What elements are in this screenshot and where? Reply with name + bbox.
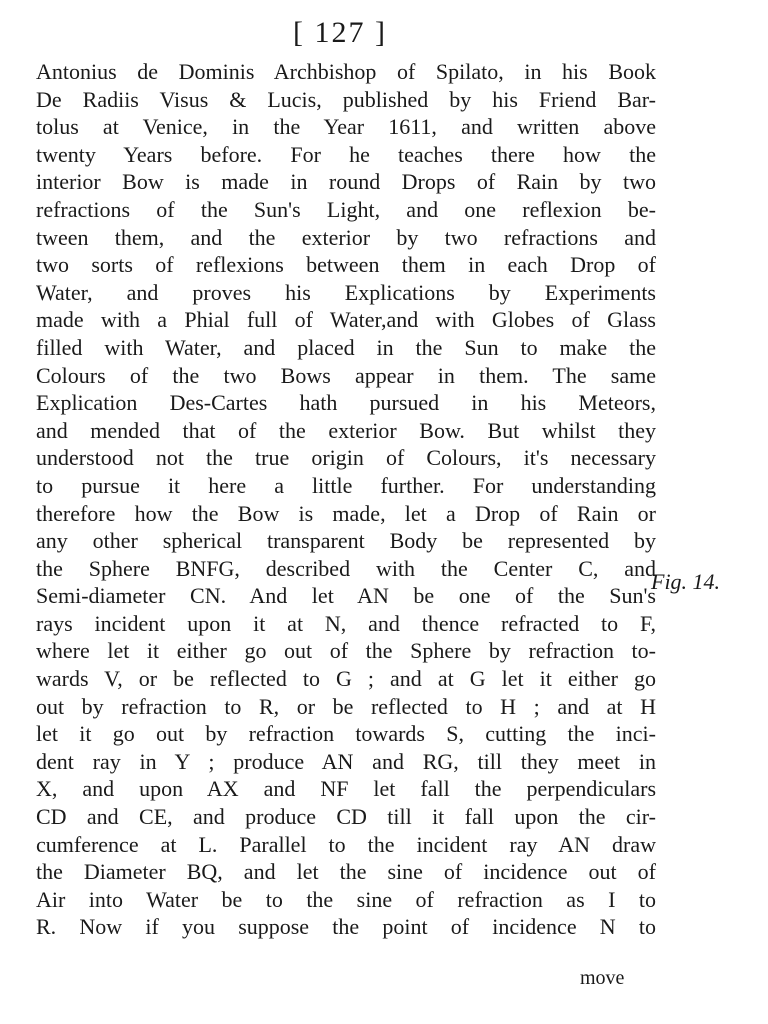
text-line: rays incident upon it at N, and thence refracted to F,	[36, 610, 656, 636]
text-line: two sorts of reflexions between them in each Drop of	[36, 252, 656, 278]
text-line: wards V, or be reflected to G ; and at G let it either go	[36, 666, 656, 692]
text-line: to pursue it here a little further. For understanding	[36, 472, 656, 498]
text-line: and mended that of the exterior Bow. But whilst they	[36, 417, 656, 443]
body-text	[36, 58, 656, 941]
text-line: where let it either go out of the Sphere by refraction to-	[36, 638, 656, 664]
text-line: the Sphere BNFG, described with the Center C, and	[36, 555, 656, 581]
text-line: made with a Phial full of Water,and with Globes of Glass	[36, 307, 656, 333]
text-line: interior Bow is made in round Drops of Rain by two	[36, 169, 656, 195]
text-line: De Radiis Visus & Lucis, published by his Friend Bar-	[36, 86, 656, 112]
text-line: Semi-diameter CN. And let AN be one of the Sun's	[36, 583, 656, 609]
text-line: filled with Water, and placed in the Sun to make the	[36, 334, 656, 360]
text-line: tolus at Venice, in the Year 1611, and written above	[36, 114, 656, 140]
text-line: let it go out by refraction towards S, cutting the inci-	[36, 721, 656, 747]
text-line: Antonius de Dominis Archbishop of Spilato, in his Book	[36, 59, 656, 84]
text-line: out by refraction to R, or be reflected to H ; and at H	[36, 693, 656, 719]
text-line: X, and upon AX and NF let fall the perpendiculars	[36, 776, 656, 802]
text-line: dent ray in Y ; produce AN and RG, till they meet in	[36, 748, 656, 774]
text-line: the Diameter BQ, and let the sine of incidence out of	[36, 859, 656, 885]
text-line: Colours of the two Bows appear in them. The same	[36, 362, 656, 388]
text-line: tween them, and the exterior by two refractions and	[36, 224, 656, 250]
catchword: move	[580, 967, 625, 989]
text-line: Explication Des-Cartes hath pursued in his Meteors,	[36, 390, 656, 416]
text-line: twenty Years before. For he teaches there how the	[36, 141, 656, 167]
text-line: CD and CE, and produce CD till it fall upon the cir-	[36, 804, 656, 830]
text-line: cumference at L. Parallel to the incident ray AN draw	[36, 831, 656, 857]
text-line: Water, and proves his Explications by Experiments	[36, 279, 656, 305]
text-line: therefore how the Bow is made, let a Drop of Rain or	[36, 500, 656, 526]
text-line: understood not the true origin of Colours, it's necessary	[36, 445, 656, 471]
text-line: R. Now if you suppose the point of incidence N to	[36, 914, 656, 940]
text-line: refractions of the Sun's Light, and one reflexion be-	[36, 196, 656, 222]
text-line: Air into Water be to the sine of refraction as I to	[36, 886, 656, 912]
figure-reference-note: Fig. 14.	[651, 569, 721, 594]
text-line: any other spherical transparent Body be represented by	[36, 528, 656, 554]
page-number: [ 127 ]	[293, 16, 387, 49]
